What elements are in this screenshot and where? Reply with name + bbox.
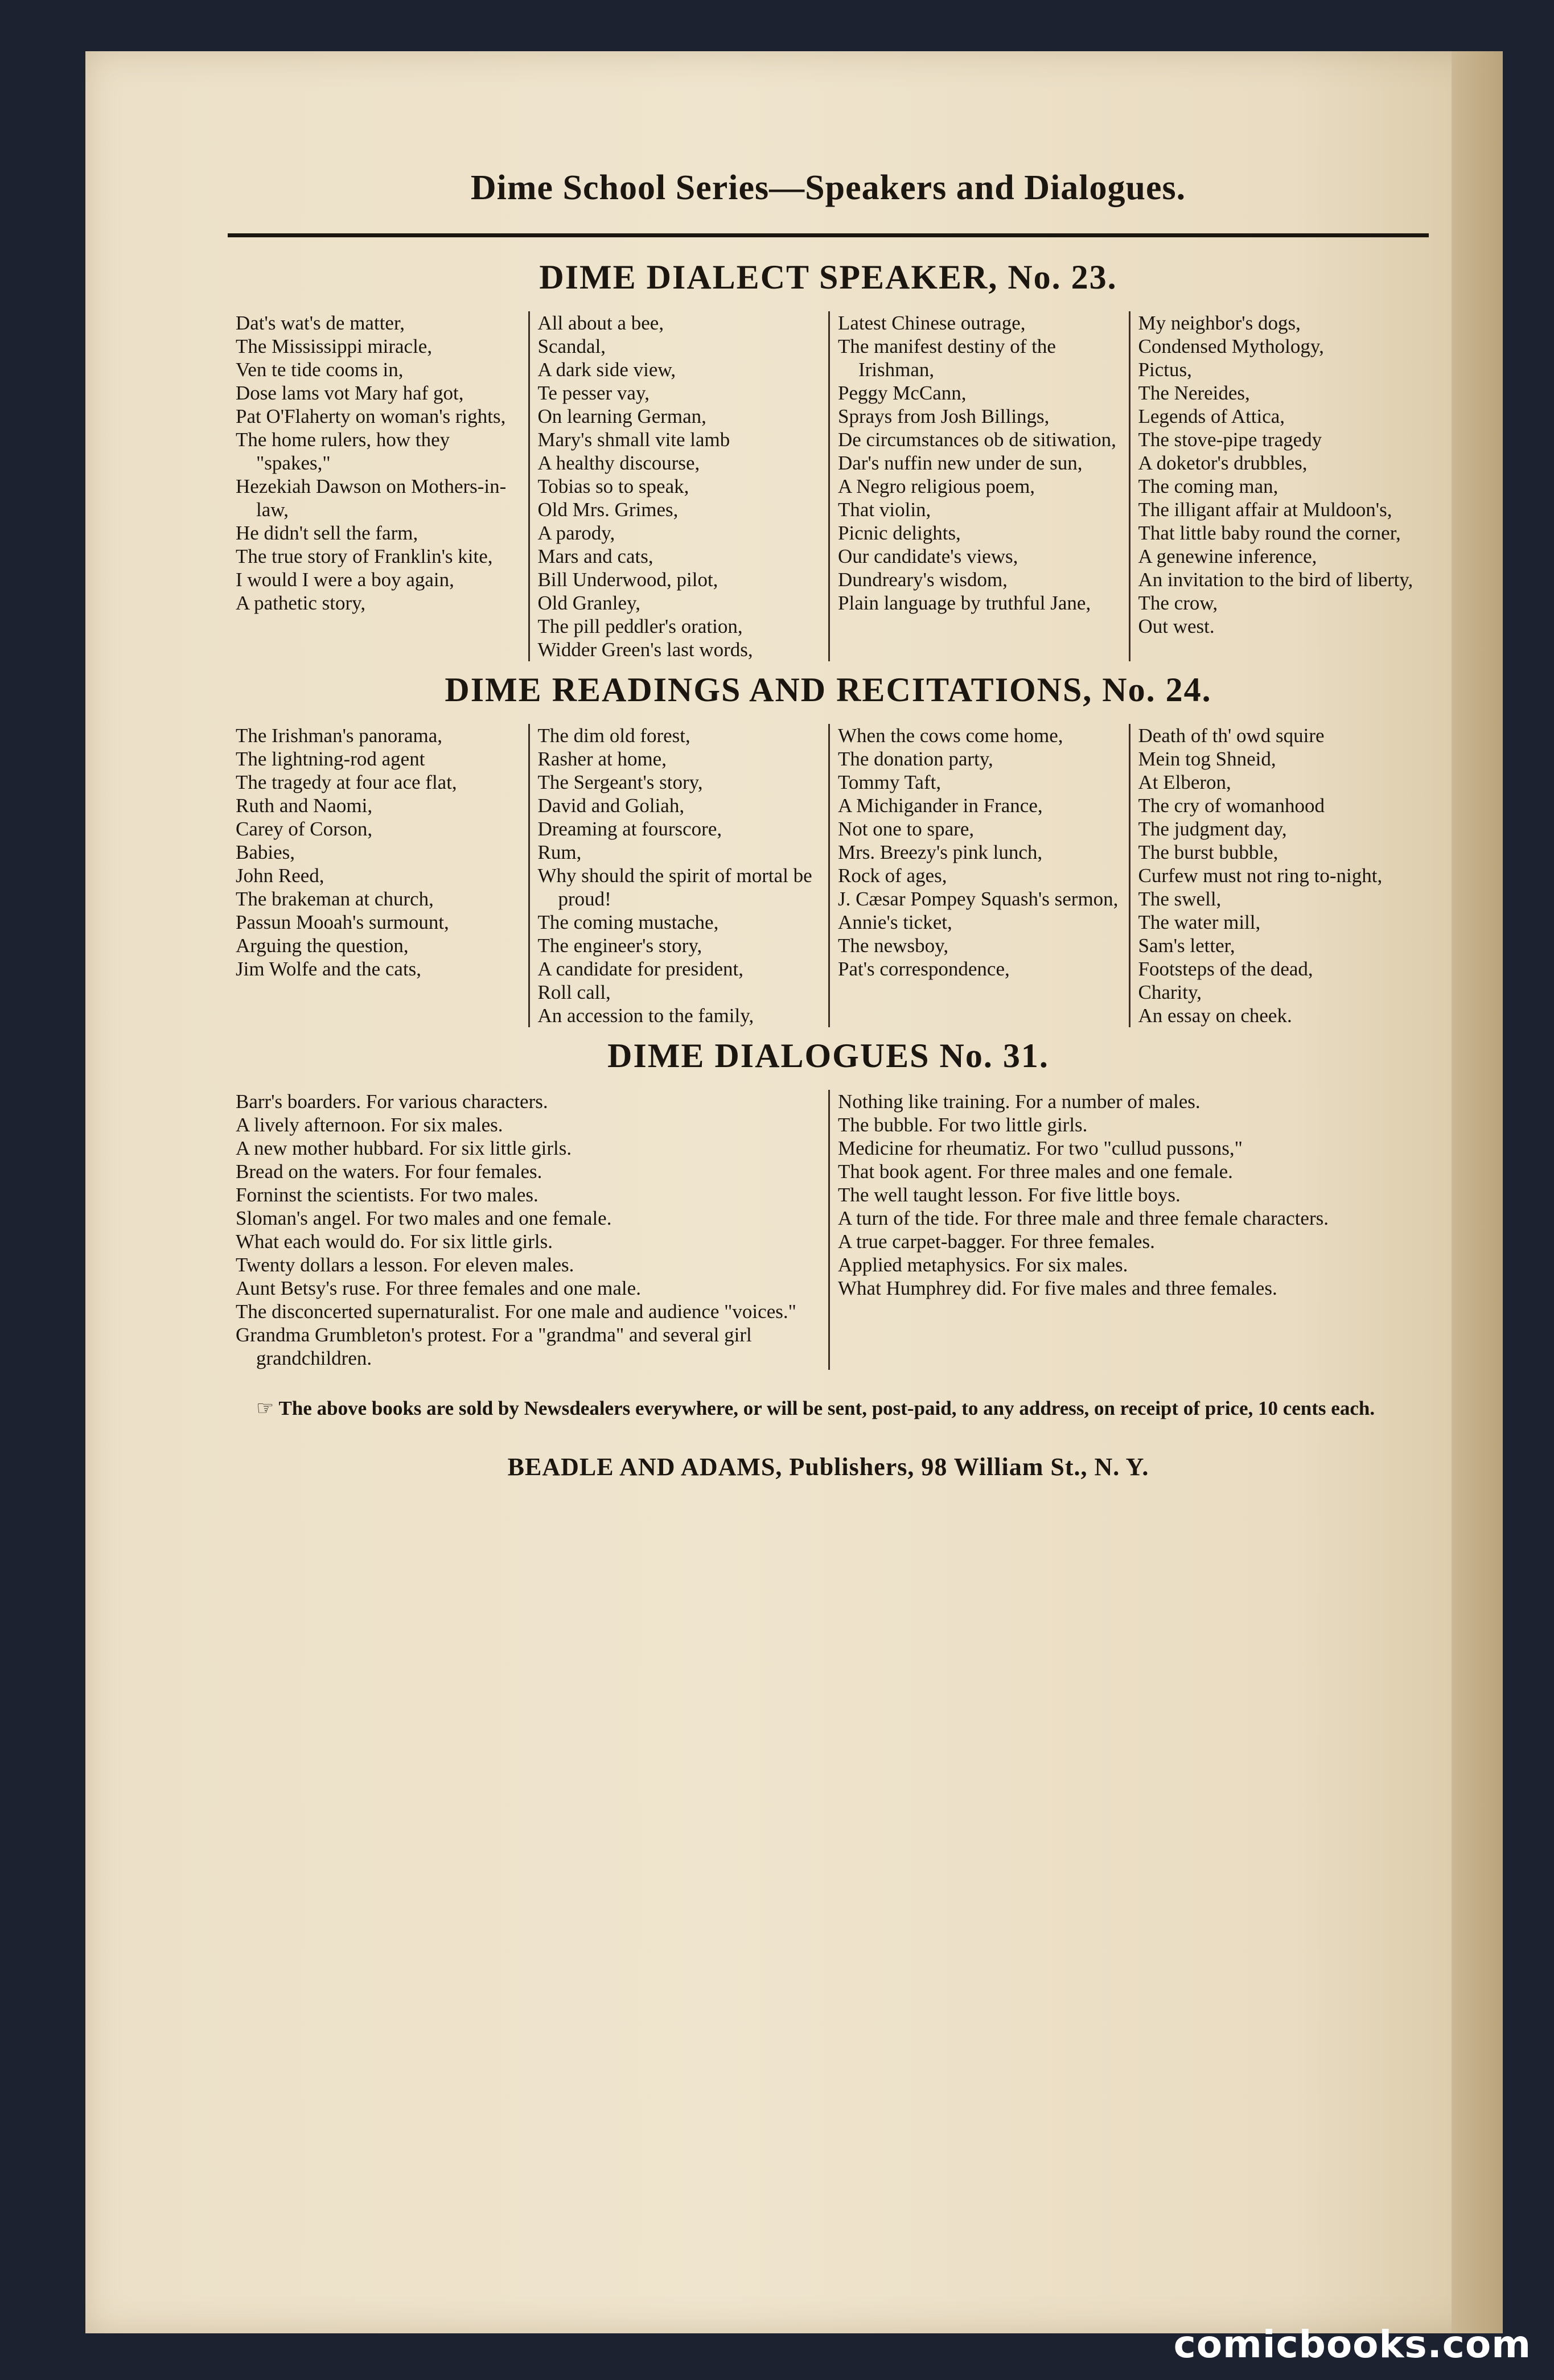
title-entry: Bill Underwood, pilot, (537, 569, 718, 591)
title-entry: The engineer's story, (537, 934, 702, 957)
title-entry: That book agent. For three males and one female. (838, 1160, 1233, 1183)
title-entry: Pat's correspondence, (838, 958, 1010, 980)
site-watermark: comicbooks.com (1173, 2323, 1531, 2366)
title-entry: The stove-pipe tragedy (1138, 429, 1322, 451)
title-entry: The swell, (1138, 888, 1222, 910)
title-entry: Barr's boarders. For various characters. (236, 1090, 548, 1113)
title-entry: Mrs. Breezy's pink lunch, (838, 841, 1043, 863)
title-entry: Dose lams vot Mary haf got, (236, 382, 464, 404)
pointing-hand-icon: ☞ (256, 1397, 274, 1419)
title-entry: A Michigander in France, (838, 794, 1043, 817)
title-entry: The newsboy, (838, 934, 949, 957)
title-entry: A true carpet-bagger. For three females. (838, 1230, 1155, 1253)
title-entry: A turn of the tide. For three male and three female characters. (838, 1207, 1329, 1229)
section-title: DIME READINGS AND RECITATIONS, No. 24. (445, 671, 1212, 709)
title-entry: Plain language by truthful Jane, (838, 592, 1091, 614)
title-entry: The judgment day, (1138, 818, 1287, 840)
title-entry: Twenty dollars a lesson. For eleven males. (236, 1254, 574, 1276)
title-entry: Rasher at home, (537, 748, 667, 770)
title-entry: Death of th' owd squire (1138, 724, 1325, 747)
title-entry: Medicine for rheumatiz. For two "cullud pussons," (838, 1137, 1243, 1159)
section-dialect-speaker (228, 254, 1429, 661)
title-entry: A dark side view, (537, 359, 676, 381)
title-entry: An essay on cheek. (1138, 1004, 1292, 1027)
title-entry: David and Goliah, (537, 794, 685, 817)
title-entry: The well taught lesson. For five little boys. (838, 1184, 1181, 1206)
title-entry: Dreaming at fourscore, (537, 818, 722, 840)
title-entry: The coming man, (1138, 475, 1278, 497)
title-entry: The Nereides, (1138, 382, 1250, 404)
title-entry: Sprays from Josh Billings, (838, 405, 1050, 427)
title-entry: Mars and cats, (537, 545, 653, 567)
title-entry: Applied metaphysics. For six males. (838, 1254, 1128, 1276)
title-entry: Latest Chinese outrage, (838, 312, 1026, 334)
title-entry: Passun Mooah's surmount, (236, 911, 449, 933)
title-entry: Grandma Grumbleton's protest. For a "grandma" and several girl grandchildren. (236, 1324, 752, 1369)
title-entry: At Elberon, (1138, 771, 1231, 793)
title-entry: The manifest destiny of the Irishman, (838, 335, 1056, 381)
title-entry: Footsteps of the dead, (1138, 958, 1313, 980)
title-entry: Condensed Mythology, (1138, 335, 1324, 357)
title-entry: The Mississippi miracle, (236, 335, 433, 357)
title-entry: Ven te tide cooms in, (236, 359, 404, 381)
title-entry: Rock of ages, (838, 864, 947, 887)
title-entry: Sam's letter, (1138, 934, 1235, 957)
title-entry: A genewine inference, (1138, 545, 1317, 567)
title-column (528, 724, 829, 1027)
section-title: DIME DIALECT SPEAKER, No. 23. (539, 258, 1117, 296)
title-entry: Hezekiah Dawson on Mothers-in-law, (236, 475, 507, 521)
title-columns (228, 311, 1429, 661)
title-entry: A doketor's drubbles, (1138, 452, 1308, 474)
title-entry: Annie's ticket, (838, 911, 952, 933)
title-entry: That little baby round the corner, (1138, 522, 1401, 544)
title-entry: A new mother hubbard. For six little girls. (236, 1137, 572, 1159)
title-entry: Our candidate's views, (838, 545, 1018, 567)
title-entry: Arguing the question, (236, 934, 409, 957)
title-entry: On learning German, (537, 405, 706, 427)
title-entry: An accession to the family, (537, 1004, 754, 1027)
title-columns (228, 724, 1429, 1027)
title-entry: Mein tog Shneid, (1138, 748, 1276, 770)
title-entry: Jim Wolfe and the cats, (236, 958, 422, 980)
title-entry: The brakeman at church, (236, 888, 434, 910)
title-column (828, 311, 1129, 661)
title-entry: That violin, (838, 499, 931, 521)
title-entry: Bread on the waters. For four females. (236, 1160, 542, 1183)
title-entry: The Sergeant's story, (537, 771, 703, 793)
title-entry: The home rulers, how they "spakes," (236, 429, 450, 474)
title-entry: Charity, (1138, 981, 1202, 1003)
section-dialogues (228, 1033, 1429, 1370)
title-entry: Pat O'Flaherty on woman's rights, (236, 405, 506, 427)
title-entry: My neighbor's dogs, (1138, 312, 1301, 334)
title-entry: Nothing like training. For a number of males. (838, 1090, 1201, 1113)
title-column (1129, 724, 1429, 1027)
title-entry: Roll call, (537, 981, 611, 1003)
title-entry: The water mill, (1138, 911, 1261, 933)
title-entry: All about a bee, (537, 312, 664, 334)
title-entry: Dar's nuffin new under de sun, (838, 452, 1083, 474)
title-entry: The donation party, (838, 748, 993, 770)
page-content (228, 165, 1429, 1484)
title-entry: Out west. (1138, 615, 1215, 637)
title-entry: Widder Green's last words, (537, 639, 753, 661)
title-entry: The true story of Franklin's kite, (236, 545, 493, 567)
title-entry: Curfew must not ring to-night, (1138, 864, 1383, 887)
catalog-page (85, 51, 1503, 2333)
title-entry: The Irishman's panorama, (236, 724, 442, 747)
title-entry: Aunt Betsy's ruse. For three females and one male. (236, 1277, 641, 1299)
title-entry: Carey of Corson, (236, 818, 373, 840)
title-entry: Tobias so to speak, (537, 475, 689, 497)
title-entry: Why should the spirit of mortal be proud! (537, 864, 812, 910)
title-entry: A candidate for president, (537, 958, 744, 980)
title-column (828, 724, 1129, 1027)
title-entry: John Reed, (236, 864, 324, 887)
title-entry: When the cows come home, (838, 724, 1063, 747)
title-entry: Tommy Taft, (838, 771, 942, 793)
title-entry: A Negro religious poem, (838, 475, 1035, 497)
title-entry: The lightning-rod agent (236, 748, 425, 770)
title-entry: Peggy McCann, (838, 382, 967, 404)
title-entry: The coming mustache, (537, 911, 719, 933)
title-column (528, 311, 829, 661)
title-entry: The pill peddler's oration, (537, 615, 743, 637)
title-column (1129, 311, 1429, 661)
title-entry: He didn't sell the farm, (236, 522, 418, 544)
title-entry: An invitation to the bird of liberty, (1138, 569, 1413, 591)
title-entry: A pathetic story, (236, 592, 366, 614)
header-rule (228, 233, 1429, 237)
title-column (828, 1090, 1429, 1370)
title-entry: A healthy discourse, (537, 452, 700, 474)
title-entry: Not one to spare, (838, 818, 975, 840)
title-entry: Dat's wat's de matter, (236, 312, 405, 334)
title-column (228, 311, 528, 661)
title-column (228, 1090, 828, 1370)
title-entry: Legends of Attica, (1138, 405, 1285, 427)
title-entry: The dim old forest, (537, 724, 690, 747)
sales-notice (228, 1395, 1429, 1422)
title-entry: The tragedy at four ace flat, (236, 771, 457, 793)
title-entry: Old Mrs. Grimes, (537, 499, 679, 521)
title-entry: The burst bubble, (1138, 841, 1278, 863)
title-column (228, 724, 528, 1027)
title-entry: Scandal, (537, 335, 606, 357)
title-entry: The disconcerted supernaturalist. For one male and audience "voices." (236, 1300, 796, 1323)
title-entry: Sloman's angel. For two males and one female. (236, 1207, 612, 1229)
title-entry: Rum, (537, 841, 582, 863)
title-entry: J. Cæsar Pompey Squash's sermon, (838, 888, 1119, 910)
title-entry: A lively afternoon. For six males. (236, 1114, 503, 1136)
title-entry: De circumstances ob de sitiwation, (838, 429, 1116, 451)
publisher-imprint: BEADLE AND ADAMS, Publishers, 98 William St., N. Y. (507, 1453, 1149, 1481)
title-entry: What each would do. For six little girls. (236, 1230, 553, 1253)
title-entry: The bubble. For two little girls. (838, 1114, 1088, 1136)
title-columns (228, 1090, 1429, 1370)
section-readings-recitations (228, 667, 1429, 1027)
title-entry: The illigant affair at Muldoon's, (1138, 499, 1392, 521)
title-entry: A parody, (537, 522, 615, 544)
title-entry: The cry of womanhood (1138, 794, 1325, 817)
notice-text: The above books are sold by Newsdealers everywhere, or will be sent, post-paid, to any address, on receipt of price, 10 cents each. (278, 1397, 1375, 1419)
title-entry: Forninst the scientists. For two males. (236, 1184, 538, 1206)
title-entry: Dundreary's wisdom, (838, 569, 1008, 591)
title-entry: Picnic delights, (838, 522, 961, 544)
title-entry: Mary's shmall vite lamb (537, 429, 730, 451)
title-entry: I would I were a boy again, (236, 569, 454, 591)
section-title: DIME DIALOGUES No. 31. (607, 1037, 1049, 1074)
series-header: Dime School Series—Speakers and Dialogues. (470, 168, 1186, 207)
title-entry: Babies, (236, 841, 295, 863)
title-entry: Pictus, (1138, 359, 1192, 381)
title-entry: The crow, (1138, 592, 1218, 614)
book-spine-edge (1452, 51, 1503, 2333)
title-entry: Te pesser vay, (537, 382, 649, 404)
title-entry: Ruth and Naomi, (236, 794, 373, 817)
title-entry: What Humphrey did. For five males and three females. (838, 1277, 1277, 1299)
title-entry: Old Granley, (537, 592, 640, 614)
